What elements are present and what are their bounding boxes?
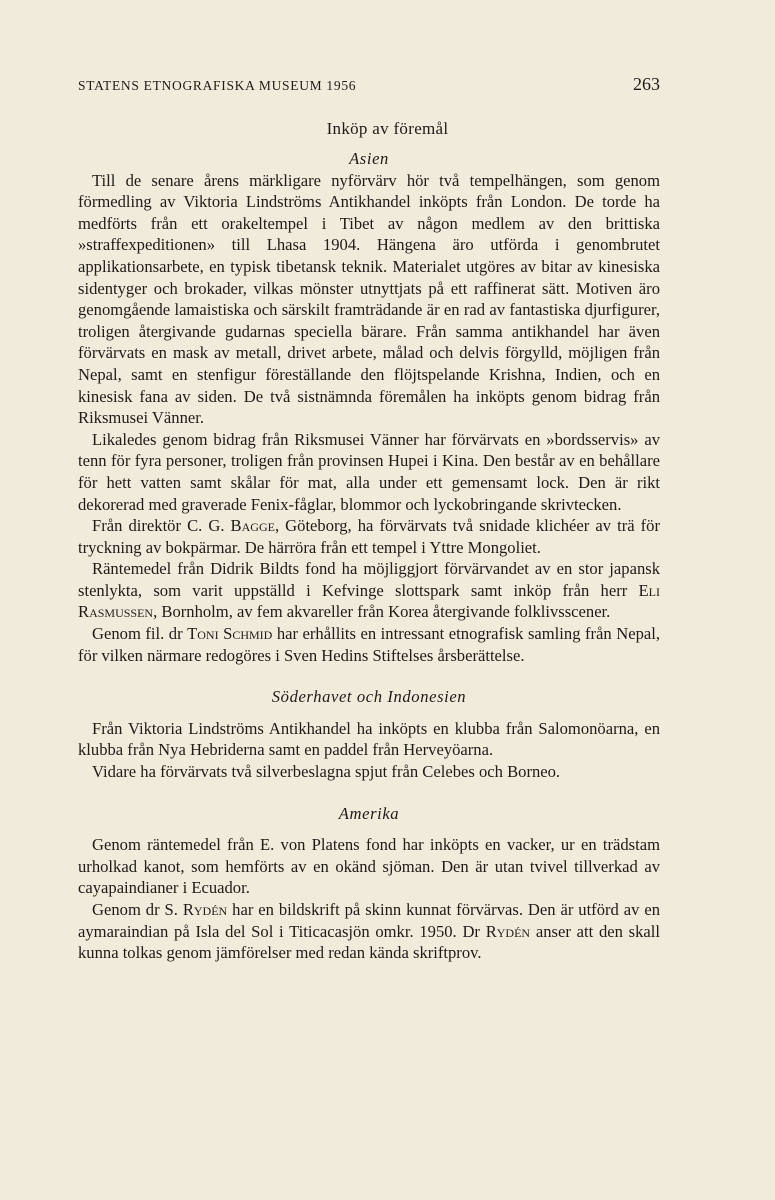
running-title: STATENS ETNOGRAFISKA MUSEUM 1956	[78, 78, 357, 93]
text-run: , Göteborg, ha förvärvats två snidade klichéer av trä för tryckning av bokpärmar. De härröra från ett tempel i Yttre Mongoliet.	[78, 516, 661, 557]
paragraph: Från Viktoria Lindströms Antikhandel ha inköpts en klubba från Salomonöarna, en klubba från Nya Hebriderna samt en paddel från Herveyöarna.	[78, 718, 660, 760]
paragraph	[78, 558, 660, 623]
page-number: 263	[633, 74, 660, 94]
person-name: Toni Schmid	[187, 624, 273, 644]
text-run: Genom fil. dr	[92, 624, 188, 644]
text-run: Genom dr S.	[92, 900, 183, 919]
page-header	[78, 74, 660, 95]
paragraph	[78, 515, 660, 558]
article-body	[78, 148, 660, 964]
paragraph: Till de senare årens märkligare nyförvärv hör två tempelhängen, som genom förmedling av Viktoria Lindströms Antikhandel inköpts från London. De torde ha medförts från ett orakeltempel i Tibet av någon medlem av den brittiska »straffexpeditionen» till Lhasa 1904. Hängena äro utförda i genombrutet applikationsarbete, en typisk tibetansk teknik. Materialet utgöres av bitar av kinesiska sidentyger och brokader, vilkas mönster utnyttjats på ett raffinerat sätt. Motiven äro genomgående lamaistiska och särskilt framträdande är en rad av fantastiska djurfigurer, troligen återgivande gudarnas speciella bärare. Från samma antikhandel har även förvärvats en mask av metall, drivet arbete, målad och delvis förgylld, möjligen från Nepal, samt en stenfigur föreställande den flöjtspelande Krishna, Indien, och en kinesisk fana av siden. De två sistnämnda föremålen ha inköpts genom bidrag från Riksmusei Vänner.	[78, 170, 660, 428]
person-name: Bagge	[230, 516, 275, 536]
person-name: Rydén	[485, 921, 531, 941]
article-title: Inköp av föremål	[326, 119, 449, 138]
text-run: har en bildskrift på skinn kunnat förvärvas. Den är utförd av en aymaraindian på Isla del Sol i Titicacasjön omkr. 1950. Dr	[78, 900, 660, 941]
text-run: , Bornholm, av fem akvareller från Korea återgivande folklivsscener.	[153, 602, 611, 622]
paragraph	[78, 429, 660, 515]
section-heading-soderhavet: Söderhavet och Indonesien	[271, 687, 467, 707]
text-run: Från direktör C. G.	[92, 516, 231, 536]
section-heading-amerika: Amerika	[338, 803, 400, 823]
text-run: anser att den skall kunna tolkas genom jämförelser med redan kända skriftprov.	[78, 921, 660, 963]
paragraph: Genom räntemedel från E. von Platens fond har inköpts en vacker, ur en trädstam urholkad kanot, som hemförts av en okänd sjöman. Den är utan tvivel tillverkad av cayapaindianer i Ecuador.	[78, 835, 660, 898]
person-name: Rydén	[182, 900, 228, 919]
section-heading-asien: Asien	[349, 149, 389, 168]
text-run: har erhållits en intressant etnografisk samling från Nepal, för vilken närmare redogöres i Sven Hedins Stiftelses årsberättelse.	[78, 624, 661, 665]
paragraph: Vidare ha förvärvats två silverbeslagna spjut från Celebes och Borneo.	[92, 762, 561, 782]
text-run: Räntemedel från Didrik Bildts fond ha möjliggjort förvärvandet av en stor japansk stenlykta, som varit uppställd i Kefvinge slottspark samt inköp från herr	[78, 559, 660, 600]
paragraph	[78, 623, 660, 666]
paragraph	[78, 899, 660, 964]
text-run: Likaledes genom bidrag från Riksmusei Vänner har förvärvats en »bordsservis» av tenn för fyra personer, troligen från provinsen Hupei i Kina. Den består av en behållare för hett vatten samt skålar för mat, alla under ett gemensamt lock. Den är rikt dekorerad med graverade Fenix-fåglar, blommor och lyckobringande skrivtecken.	[78, 429, 660, 514]
person-name: Eli Rasmussen	[78, 580, 660, 622]
